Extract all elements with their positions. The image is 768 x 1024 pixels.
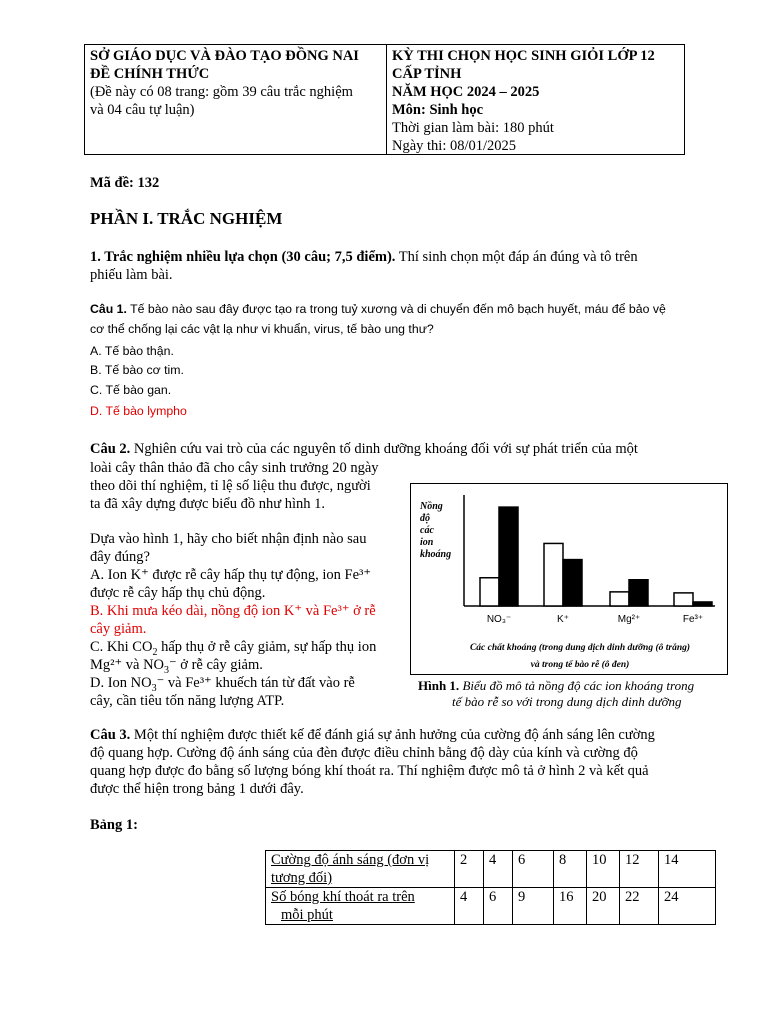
q2-option-d-cont: cây, cần tiêu tốn năng lượng ATP. [90,693,285,709]
figure1-caption [418,678,738,710]
q2-stem-line1 [90,440,638,459]
section1-line2: phiếu làm bài. [90,267,173,283]
table-row [266,888,716,925]
bar-solution-1 [544,543,563,606]
table-cell: 20 [587,888,620,925]
q2-option-b-cont: cây giảm. [90,621,147,637]
table-cell: 24 [659,888,716,925]
q2-option-c-sub: 2 [152,646,158,658]
q2-option-d-text2: ⁻ và Fe³⁺ khuếch tán từ đất vào rễ [156,675,355,691]
y-axis-label: khoáng [420,549,452,560]
q1-label: Câu 1. [90,302,127,316]
q2-option-c-text2: hấp thụ ở rễ cây giảm, sự hấp thụ ion [157,639,377,655]
table-cell: 2 [455,851,484,888]
exam-code: Mã đề: 132 [90,175,160,191]
page-count-note: (Đề này có 08 trang: gồm 39 câu trắc nghiệm [90,84,353,100]
time-limit: Thời gian làm bài: 180 phút [392,120,554,136]
q2-label: Câu 2. [90,441,131,457]
section1-line1 [90,248,638,267]
q2-stem-line3: theo dõi thí nghiệm, tỉ lệ số liệu thu được, người [90,478,371,494]
q3-stem-line3: quang hợp được đo bằng số lượng bóng khí thoát ra. Thí nghiệm được mô tả ở hình 2 và kết quả [90,763,649,779]
header-left-cell [85,45,387,154]
q2-option-a[interactable]: A. Ion K⁺ được rễ cây hấp thụ tự động, ion Fe³⁺ [90,567,372,583]
q1-stem-line1 [90,299,666,319]
figure1-caption-text2: tế bào rễ so với trong dung dịch dinh dưỡng [452,694,682,709]
q3-stem-line1 [90,726,655,745]
table1 [265,850,716,925]
table-cell: 10 [587,851,620,888]
table1-row2-label [266,888,455,925]
table-cell: 22 [620,888,659,925]
q2-option-d-sub: 3 [151,682,157,694]
table-cell: 6 [513,851,554,888]
q3-label: Câu 3. [90,727,131,743]
x-axis-label: Các chất khoáng (trong dung dịch dinh dưỡng (ô trắng) [469,643,691,653]
y-axis-label: các [420,525,434,536]
bar-root-3 [693,602,712,606]
q1-option-b[interactable]: B. Tế bào cơ tim. [90,363,184,377]
q2-prompt-line1: Dựa vào hình 1, hãy cho biết nhận định nào sau [90,531,367,547]
q1-stem-line2: cơ thể chống lại các vật lạ như vi khuẩn, virus, tế bào ung thư? [90,322,434,336]
q1-stem: Tế bào nào sau đây được tạo ra trong tuỷ xương và di chuyển đến mô bạch huyết, máu để bảo vệ [126,302,666,316]
x-tick-label: Mg²⁺ [617,614,641,625]
table-cell: 9 [513,888,554,925]
q1-option-a[interactable]: A. Tế bào thận. [90,344,174,358]
q2-stem: Nghiên cứu vai trò của các nguyên tố dinh dưỡng khoáng đối với sự phát triển của một [130,441,638,457]
table-cell: 14 [659,851,716,888]
table-cell: 8 [554,851,587,888]
q2-option-a-cont: được rễ cây hấp thụ chủ động. [90,585,266,601]
y-axis-label: Nồng [420,501,443,512]
official-exam-label: ĐỀ CHÍNH THỨC [90,66,210,82]
table1-row1-label [266,851,455,888]
q1-option-c[interactable]: C. Tế bào gan. [90,383,172,397]
header-right-cell [387,45,684,154]
table1-row1-label-b: tương đối) [271,870,333,886]
q3-stem-line4: được thể hiện trong bảng 1 dưới đây. [90,781,304,797]
figure1-caption-text: Biểu đồ mô tả nồng độ các ion khoáng trong [459,678,695,693]
bar-solution-2 [610,592,629,606]
q2-option-d-text: D. Ion NO [90,675,152,691]
exam-date: Ngày thi: 08/01/2025 [392,138,517,154]
x-axis-label-cont: và trong tế bào rễ (ô đen) [530,660,630,670]
table1-row2-label-b: mỗi phút [281,907,333,923]
q2-option-c-cont-text2: ⁻ ở rễ cây giảm. [169,657,263,673]
y-axis-label: ion [420,537,434,548]
x-tick-label: Fe³⁺ [682,614,704,625]
bar-solution-3 [674,593,693,606]
table1-row2-label-a: Số bóng khí thoát ra trên [271,889,415,905]
bar-root-1 [563,560,582,606]
table-cell: 6 [484,888,513,925]
school-year: NĂM HỌC 2024 – 2025 [392,84,540,100]
table-row [266,851,716,888]
q2-stem-line4: ta đã xây dựng được biểu đồ như hình 1. [90,496,326,512]
bar-root-0 [499,507,518,606]
q2-option-b[interactable]: B. Khi mưa kéo dài, nồng độ ion K⁺ và Fe³⁺ ở rễ [90,603,376,619]
table-cell: 12 [620,851,659,888]
table1-row1-label-a: Cường độ ánh sáng (đơn vị [271,852,430,868]
department-name: SỞ GIÁO DỤC VÀ ĐÀO TẠO ĐỒNG NAI [90,48,359,64]
page-count-note-cont: và 04 câu tự luận) [90,102,195,118]
table-cell: 4 [484,851,513,888]
figure1-chart [410,483,728,675]
part-title: PHẦN I. TRẮC NGHIỆM [90,209,283,228]
q3-stem-line2: độ quang hợp. Cường độ ánh sáng của đèn được điều chỉnh bằng độ dày của kính và cường độ [90,745,638,761]
table1-title: Bảng 1: [90,817,138,833]
q2-option-c-cont-text: Mg²⁺ và NO [90,657,165,673]
x-tick-label: NO₃⁻ [486,614,512,625]
section1-heading: 1. Trắc nghiệm nhiều lựa chọn (30 câu; 7,5 điểm). [90,249,396,265]
q2-option-c-text: C. Khi CO [90,639,153,655]
header-table [84,44,685,155]
q1-option-d[interactable]: D. Tế bào lympho [90,404,187,418]
x-tick-label: K⁺ [557,614,569,625]
section1-instruction: Thí sinh chọn một đáp án đúng và tô trên [395,249,638,265]
q3-stem: Một thí nghiệm được thiết kế để đánh giá sự ảnh hưởng của cường độ ánh sáng lên cường [130,727,655,743]
table-cell: 16 [554,888,587,925]
exam-title: KỲ THI CHỌN HỌC SINH GIỎI LỚP 12 [392,48,655,64]
subject: Môn: Sinh học [392,102,484,118]
figure1-caption-label: Hình 1. [418,678,460,693]
exam-level: CẤP TỈNH [392,66,462,82]
y-axis-label: độ [420,513,430,524]
bar-solution-0 [480,578,499,606]
table-cell: 4 [455,888,484,925]
q2-stem-line2: loài cây thân thảo đã cho cây sinh trưởng 20 ngày [90,460,379,476]
q2-prompt-line2: đây đúng? [90,549,150,565]
bar-root-2 [629,580,648,606]
q2-option-c-cont-sub: 3 [164,664,170,676]
